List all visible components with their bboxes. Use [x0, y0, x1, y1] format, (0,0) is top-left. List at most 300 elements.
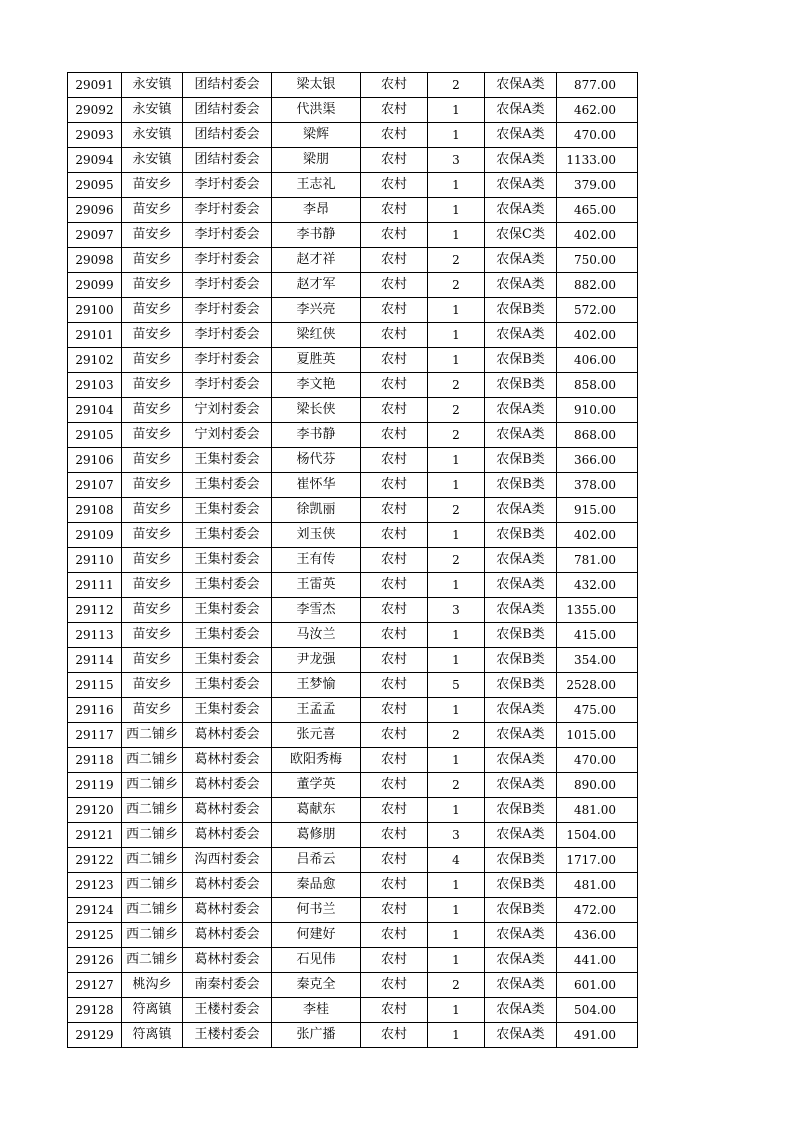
insurance-class-cell: 农保B类: [485, 473, 557, 498]
household-count-cell: 1: [428, 998, 485, 1023]
township-cell: 西二铺乡: [122, 723, 183, 748]
township-cell: 符离镇: [122, 1023, 183, 1048]
insurance-class-cell: 农保B类: [485, 623, 557, 648]
village-committee-cell: 葛林村委会: [183, 723, 272, 748]
table-row: [68, 648, 638, 673]
township-cell: 苗安乡: [122, 598, 183, 623]
name-cell: 李雪杰: [272, 598, 361, 623]
township-cell: 苗安乡: [122, 173, 183, 198]
name-cell: 代洪渠: [272, 98, 361, 123]
household-count-cell: 3: [428, 148, 485, 173]
amount-cell: 1717.00: [557, 848, 638, 873]
insurance-class-cell: 农保B类: [485, 848, 557, 873]
area-type-cell: 农村: [361, 548, 428, 573]
table-row: [68, 723, 638, 748]
township-cell: 桃沟乡: [122, 973, 183, 998]
household-count-cell: 2: [428, 498, 485, 523]
township-cell: 苗安乡: [122, 473, 183, 498]
insurance-class-cell: 农保B类: [485, 298, 557, 323]
amount-cell: 868.00: [557, 423, 638, 448]
village-committee-cell: 李圩村委会: [183, 273, 272, 298]
amount-cell: 858.00: [557, 373, 638, 398]
area-type-cell: 农村: [361, 848, 428, 873]
name-cell: 梁朋: [272, 148, 361, 173]
township-cell: 西二铺乡: [122, 823, 183, 848]
insurance-class-cell: 农保A类: [485, 698, 557, 723]
area-type-cell: 农村: [361, 648, 428, 673]
township-cell: 苗安乡: [122, 223, 183, 248]
name-cell: 李兴亮: [272, 298, 361, 323]
table-row: [68, 198, 638, 223]
township-cell: 苗安乡: [122, 373, 183, 398]
row-number-cell: 29127: [68, 973, 122, 998]
village-committee-cell: 沟西村委会: [183, 848, 272, 873]
township-cell: 苗安乡: [122, 323, 183, 348]
name-cell: 欧阳秀梅: [272, 748, 361, 773]
row-number-cell: 29093: [68, 123, 122, 148]
area-type-cell: 农村: [361, 498, 428, 523]
amount-cell: 890.00: [557, 773, 638, 798]
name-cell: 李书静: [272, 423, 361, 448]
name-cell: 梁太银: [272, 73, 361, 98]
township-cell: 西二铺乡: [122, 873, 183, 898]
name-cell: 董学英: [272, 773, 361, 798]
name-cell: 马汝兰: [272, 623, 361, 648]
insurance-class-cell: 农保A类: [485, 323, 557, 348]
amount-cell: 402.00: [557, 523, 638, 548]
amount-cell: 470.00: [557, 748, 638, 773]
table-row: [68, 848, 638, 873]
name-cell: 李文艳: [272, 373, 361, 398]
insurance-class-cell: 农保B类: [485, 873, 557, 898]
table-row: [68, 673, 638, 698]
area-type-cell: 农村: [361, 423, 428, 448]
village-committee-cell: 李圩村委会: [183, 323, 272, 348]
village-committee-cell: 团结村委会: [183, 98, 272, 123]
amount-cell: 601.00: [557, 973, 638, 998]
row-number-cell: 29099: [68, 273, 122, 298]
row-number-cell: 29095: [68, 173, 122, 198]
village-committee-cell: 南秦村委会: [183, 973, 272, 998]
area-type-cell: 农村: [361, 698, 428, 723]
township-cell: 苗安乡: [122, 448, 183, 473]
village-committee-cell: 宁刘村委会: [183, 398, 272, 423]
township-cell: 苗安乡: [122, 648, 183, 673]
household-count-cell: 1: [428, 448, 485, 473]
name-cell: 秦品愈: [272, 873, 361, 898]
village-committee-cell: 李圩村委会: [183, 248, 272, 273]
insurance-class-cell: 农保B类: [485, 523, 557, 548]
name-cell: 王志礼: [272, 173, 361, 198]
insurance-class-cell: 农保A类: [485, 498, 557, 523]
amount-cell: 402.00: [557, 323, 638, 348]
table-row: [68, 823, 638, 848]
area-type-cell: 农村: [361, 523, 428, 548]
area-type-cell: 农村: [361, 623, 428, 648]
household-count-cell: 1: [428, 173, 485, 198]
name-cell: 葛献东: [272, 798, 361, 823]
name-cell: 葛修朋: [272, 823, 361, 848]
township-cell: 苗安乡: [122, 198, 183, 223]
table-row: [68, 923, 638, 948]
township-cell: 西二铺乡: [122, 923, 183, 948]
row-number-cell: 29102: [68, 348, 122, 373]
area-type-cell: 农村: [361, 173, 428, 198]
row-number-cell: 29120: [68, 798, 122, 823]
name-cell: 何建好: [272, 923, 361, 948]
table-row: [68, 98, 638, 123]
insurance-class-cell: 农保B类: [485, 673, 557, 698]
row-number-cell: 29126: [68, 948, 122, 973]
amount-cell: 379.00: [557, 173, 638, 198]
area-type-cell: 农村: [361, 948, 428, 973]
township-cell: 西二铺乡: [122, 848, 183, 873]
area-type-cell: 农村: [361, 98, 428, 123]
area-type-cell: 农村: [361, 873, 428, 898]
insurance-class-cell: 农保C类: [485, 223, 557, 248]
name-cell: 尹龙强: [272, 648, 361, 673]
area-type-cell: 农村: [361, 373, 428, 398]
household-count-cell: 1: [428, 698, 485, 723]
area-type-cell: 农村: [361, 148, 428, 173]
row-number-cell: 29124: [68, 898, 122, 923]
area-type-cell: 农村: [361, 748, 428, 773]
village-committee-cell: 王楼村委会: [183, 998, 272, 1023]
township-cell: 苗安乡: [122, 423, 183, 448]
name-cell: 秦克全: [272, 973, 361, 998]
amount-cell: 366.00: [557, 448, 638, 473]
amount-cell: 572.00: [557, 298, 638, 323]
table-row: [68, 748, 638, 773]
amount-cell: 472.00: [557, 898, 638, 923]
insurance-class-cell: 农保A类: [485, 998, 557, 1023]
amount-cell: 1015.00: [557, 723, 638, 748]
name-cell: 王梦愉: [272, 673, 361, 698]
name-cell: 石见伟: [272, 948, 361, 973]
row-number-cell: 29100: [68, 298, 122, 323]
area-type-cell: 农村: [361, 398, 428, 423]
household-count-cell: 3: [428, 823, 485, 848]
row-number-cell: 29109: [68, 523, 122, 548]
township-cell: 苗安乡: [122, 548, 183, 573]
table-row: [68, 448, 638, 473]
row-number-cell: 29098: [68, 248, 122, 273]
table-row: [68, 548, 638, 573]
insurance-class-cell: 农保B类: [485, 898, 557, 923]
table-row: [68, 498, 638, 523]
insurance-class-cell: 农保A类: [485, 1023, 557, 1048]
amount-cell: 1355.00: [557, 598, 638, 623]
row-number-cell: 29114: [68, 648, 122, 673]
area-type-cell: 农村: [361, 973, 428, 998]
row-number-cell: 29103: [68, 373, 122, 398]
table-row: [68, 148, 638, 173]
household-count-cell: 2: [428, 373, 485, 398]
insurance-class-cell: 农保B类: [485, 448, 557, 473]
table-row: [68, 523, 638, 548]
village-committee-cell: 王集村委会: [183, 498, 272, 523]
village-committee-cell: 葛林村委会: [183, 873, 272, 898]
amount-cell: 415.00: [557, 623, 638, 648]
village-committee-cell: 葛林村委会: [183, 898, 272, 923]
village-committee-cell: 王集村委会: [183, 648, 272, 673]
table-row: [68, 773, 638, 798]
area-type-cell: 农村: [361, 773, 428, 798]
amount-cell: 1133.00: [557, 148, 638, 173]
area-type-cell: 农村: [361, 348, 428, 373]
household-count-cell: 1: [428, 98, 485, 123]
row-number-cell: 29092: [68, 98, 122, 123]
village-committee-cell: 王集村委会: [183, 473, 272, 498]
name-cell: 王孟孟: [272, 698, 361, 723]
village-committee-cell: 葛林村委会: [183, 773, 272, 798]
area-type-cell: 农村: [361, 1023, 428, 1048]
name-cell: 王雷英: [272, 573, 361, 598]
household-count-cell: 1: [428, 648, 485, 673]
insurance-class-cell: 农保A类: [485, 723, 557, 748]
row-number-cell: 29097: [68, 223, 122, 248]
household-count-cell: 1: [428, 198, 485, 223]
area-type-cell: 农村: [361, 798, 428, 823]
table-row: [68, 73, 638, 98]
area-type-cell: 农村: [361, 273, 428, 298]
table-row: [68, 398, 638, 423]
household-count-cell: 3: [428, 598, 485, 623]
name-cell: 张广播: [272, 1023, 361, 1048]
area-type-cell: 农村: [361, 248, 428, 273]
table-row: [68, 873, 638, 898]
village-committee-cell: 王集村委会: [183, 623, 272, 648]
area-type-cell: 农村: [361, 473, 428, 498]
row-number-cell: 29117: [68, 723, 122, 748]
name-cell: 梁辉: [272, 123, 361, 148]
household-count-cell: 1: [428, 923, 485, 948]
table-row: [68, 223, 638, 248]
household-count-cell: 1: [428, 573, 485, 598]
insurance-class-cell: 农保A类: [485, 173, 557, 198]
amount-cell: 504.00: [557, 998, 638, 1023]
table-row: [68, 248, 638, 273]
area-type-cell: 农村: [361, 573, 428, 598]
area-type-cell: 农村: [361, 923, 428, 948]
amount-cell: 882.00: [557, 273, 638, 298]
household-count-cell: 2: [428, 273, 485, 298]
name-cell: 杨代芬: [272, 448, 361, 473]
household-count-cell: 1: [428, 1023, 485, 1048]
insurance-class-cell: 农保B类: [485, 373, 557, 398]
name-cell: 张元喜: [272, 723, 361, 748]
household-count-cell: 1: [428, 348, 485, 373]
township-cell: 苗安乡: [122, 623, 183, 648]
village-committee-cell: 团结村委会: [183, 123, 272, 148]
insurance-class-cell: 农保A类: [485, 98, 557, 123]
amount-cell: 781.00: [557, 548, 638, 573]
name-cell: 赵才祥: [272, 248, 361, 273]
township-cell: 苗安乡: [122, 523, 183, 548]
name-cell: 崔怀华: [272, 473, 361, 498]
township-cell: 苗安乡: [122, 348, 183, 373]
household-count-cell: 2: [428, 973, 485, 998]
row-number-cell: 29123: [68, 873, 122, 898]
amount-cell: 877.00: [557, 73, 638, 98]
area-type-cell: 农村: [361, 73, 428, 98]
name-cell: 李桂: [272, 998, 361, 1023]
table-row: [68, 373, 638, 398]
amount-cell: 462.00: [557, 98, 638, 123]
village-committee-cell: 葛林村委会: [183, 923, 272, 948]
insurance-class-cell: 农保A类: [485, 548, 557, 573]
area-type-cell: 农村: [361, 298, 428, 323]
township-cell: 苗安乡: [122, 698, 183, 723]
name-cell: 梁长侠: [272, 398, 361, 423]
household-count-cell: 1: [428, 623, 485, 648]
area-type-cell: 农村: [361, 598, 428, 623]
township-cell: 苗安乡: [122, 298, 183, 323]
table-row: [68, 948, 638, 973]
amount-cell: 2528.00: [557, 673, 638, 698]
insurance-class-cell: 农保A类: [485, 573, 557, 598]
household-count-cell: 1: [428, 323, 485, 348]
amount-cell: 436.00: [557, 923, 638, 948]
village-committee-cell: 葛林村委会: [183, 798, 272, 823]
insurance-class-cell: 农保A类: [485, 598, 557, 623]
row-number-cell: 29105: [68, 423, 122, 448]
amount-cell: 475.00: [557, 698, 638, 723]
village-committee-cell: 李圩村委会: [183, 223, 272, 248]
row-number-cell: 29121: [68, 823, 122, 848]
amount-cell: 465.00: [557, 198, 638, 223]
name-cell: 何书兰: [272, 898, 361, 923]
insurance-class-cell: 农保A类: [485, 248, 557, 273]
village-committee-cell: 王集村委会: [183, 573, 272, 598]
row-number-cell: 29107: [68, 473, 122, 498]
amount-cell: 1504.00: [557, 823, 638, 848]
village-committee-cell: 李圩村委会: [183, 198, 272, 223]
township-cell: 苗安乡: [122, 673, 183, 698]
row-number-cell: 29101: [68, 323, 122, 348]
table-row: [68, 973, 638, 998]
name-cell: 赵才军: [272, 273, 361, 298]
table-row: [68, 798, 638, 823]
amount-cell: 402.00: [557, 223, 638, 248]
name-cell: 徐凯丽: [272, 498, 361, 523]
row-number-cell: 29104: [68, 398, 122, 423]
row-number-cell: 29106: [68, 448, 122, 473]
household-count-cell: 1: [428, 223, 485, 248]
table-row: [68, 898, 638, 923]
household-count-cell: 1: [428, 473, 485, 498]
area-type-cell: 农村: [361, 123, 428, 148]
table-row: [68, 598, 638, 623]
village-committee-cell: 团结村委会: [183, 148, 272, 173]
insurance-class-cell: 农保A类: [485, 748, 557, 773]
area-type-cell: 农村: [361, 323, 428, 348]
household-count-cell: 2: [428, 723, 485, 748]
insurance-class-cell: 农保A类: [485, 423, 557, 448]
insurance-class-cell: 农保A类: [485, 198, 557, 223]
household-count-cell: 2: [428, 773, 485, 798]
benefit-roster-table: [67, 72, 638, 1048]
village-committee-cell: 团结村委会: [183, 73, 272, 98]
township-cell: 西二铺乡: [122, 748, 183, 773]
household-count-cell: 1: [428, 898, 485, 923]
row-number-cell: 29096: [68, 198, 122, 223]
household-count-cell: 2: [428, 398, 485, 423]
row-number-cell: 29128: [68, 998, 122, 1023]
insurance-class-cell: 农保B类: [485, 648, 557, 673]
amount-cell: 750.00: [557, 248, 638, 273]
household-count-cell: 1: [428, 748, 485, 773]
insurance-class-cell: 农保B类: [485, 348, 557, 373]
township-cell: 西二铺乡: [122, 948, 183, 973]
row-number-cell: 29119: [68, 773, 122, 798]
household-count-cell: 2: [428, 248, 485, 273]
row-number-cell: 29129: [68, 1023, 122, 1048]
area-type-cell: 农村: [361, 223, 428, 248]
amount-cell: 915.00: [557, 498, 638, 523]
name-cell: 夏胜英: [272, 348, 361, 373]
insurance-class-cell: 农保A类: [485, 148, 557, 173]
row-number-cell: 29108: [68, 498, 122, 523]
area-type-cell: 农村: [361, 673, 428, 698]
table-row: [68, 698, 638, 723]
household-count-cell: 1: [428, 123, 485, 148]
insurance-class-cell: 农保A类: [485, 773, 557, 798]
row-number-cell: 29115: [68, 673, 122, 698]
name-cell: 吕希云: [272, 848, 361, 873]
amount-cell: 481.00: [557, 873, 638, 898]
village-committee-cell: 李圩村委会: [183, 373, 272, 398]
household-count-cell: 1: [428, 948, 485, 973]
amount-cell: 406.00: [557, 348, 638, 373]
village-committee-cell: 王集村委会: [183, 673, 272, 698]
household-count-cell: 1: [428, 298, 485, 323]
area-type-cell: 农村: [361, 998, 428, 1023]
township-cell: 永安镇: [122, 148, 183, 173]
amount-cell: 481.00: [557, 798, 638, 823]
village-committee-cell: 李圩村委会: [183, 173, 272, 198]
table-row: [68, 348, 638, 373]
area-type-cell: 农村: [361, 898, 428, 923]
insurance-class-cell: 农保A类: [485, 73, 557, 98]
household-count-cell: 1: [428, 523, 485, 548]
household-count-cell: 1: [428, 873, 485, 898]
row-number-cell: 29116: [68, 698, 122, 723]
table-row: [68, 573, 638, 598]
township-cell: 永安镇: [122, 73, 183, 98]
township-cell: 苗安乡: [122, 248, 183, 273]
name-cell: 李昂: [272, 198, 361, 223]
table-row: [68, 473, 638, 498]
name-cell: 梁红侠: [272, 323, 361, 348]
amount-cell: 432.00: [557, 573, 638, 598]
name-cell: 李书静: [272, 223, 361, 248]
row-number-cell: 29112: [68, 598, 122, 623]
amount-cell: 470.00: [557, 123, 638, 148]
township-cell: 苗安乡: [122, 498, 183, 523]
village-committee-cell: 王楼村委会: [183, 1023, 272, 1048]
row-number-cell: 29125: [68, 923, 122, 948]
village-committee-cell: 王集村委会: [183, 548, 272, 573]
insurance-class-cell: 农保A类: [485, 923, 557, 948]
village-committee-cell: 王集村委会: [183, 698, 272, 723]
township-cell: 苗安乡: [122, 398, 183, 423]
area-type-cell: 农村: [361, 448, 428, 473]
row-number-cell: 29122: [68, 848, 122, 873]
township-cell: 西二铺乡: [122, 898, 183, 923]
household-count-cell: 5: [428, 673, 485, 698]
table-row: [68, 298, 638, 323]
